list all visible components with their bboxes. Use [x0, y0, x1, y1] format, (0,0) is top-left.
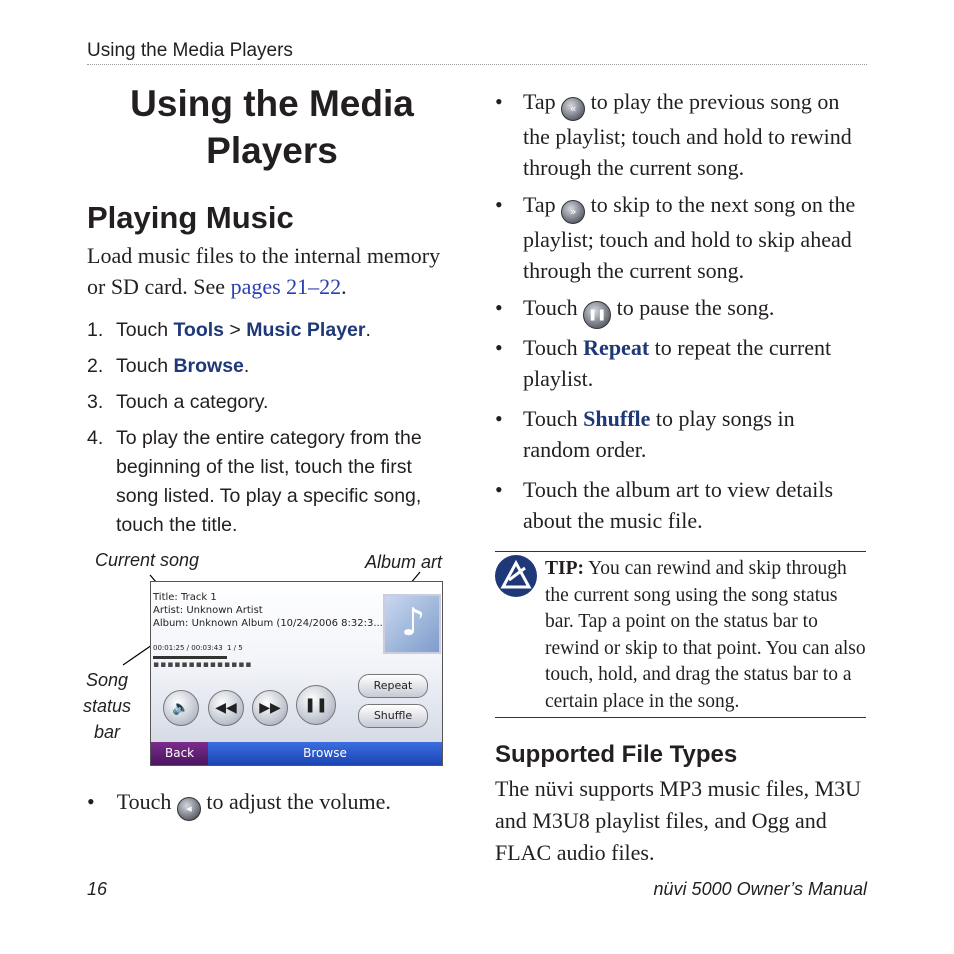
bullet-text: to skip to the next song on the playlist; touch and hold to skip ahead through the current song.	[523, 192, 856, 283]
back-button[interactable]: Back	[151, 742, 208, 765]
screen-track-count: 1 / 5	[227, 644, 243, 652]
step-text: To play the entire category from the beginning of the list, touch the first song listed. To play a specific song, touch the title.	[116, 427, 422, 536]
step-text: Touch	[116, 319, 174, 341]
supported-file-types-text: The nüvi supports MP3 music files, M3U and M3U8 playlist files, and Ogg and FLAC audio files.	[495, 776, 862, 865]
bullet-dot: •	[495, 89, 503, 114]
tools-keyword: Tools	[173, 319, 225, 341]
bullet-text: to repeat the current playlist.	[523, 335, 832, 391]
bullet-dot: •	[495, 406, 503, 431]
pages-link[interactable]: pages 21–22	[230, 274, 342, 299]
screen-artist: Artist: Unknown Artist	[153, 605, 263, 616]
callout-album-art: Album art	[365, 552, 443, 572]
music-player-screenshot	[150, 581, 443, 766]
bullet-text: Touch	[523, 406, 584, 431]
bullet-dot: •	[495, 192, 503, 217]
intro-text: Load music files to the internal memory or SD card. See	[87, 243, 441, 299]
pause-icon: ❚❚	[583, 301, 611, 329]
screen-song-title: Title: Track 1	[153, 592, 217, 603]
repeat-keyword: Repeat	[583, 335, 650, 360]
fast-forward-icon: »	[561, 200, 585, 224]
pause-icon: ❚❚	[304, 697, 328, 713]
music-player-keyword: Music Player	[246, 319, 366, 341]
fast-forward-button[interactable]	[252, 690, 288, 726]
volume-bullet	[87, 786, 467, 821]
running-header: Using the Media Players	[87, 40, 293, 61]
repeat-button[interactable]: Repeat	[358, 674, 428, 698]
bullet-album-art	[495, 474, 867, 538]
step-number: 3.	[87, 391, 104, 413]
callout-line: status	[82, 696, 132, 716]
callout-current-song: Current song	[95, 550, 200, 570]
shuffle-keyword: Shuffle	[583, 406, 651, 431]
tip-body: You can rewind and skip through the current song using the song status bar. Tap a point on the status bar to rewind or skip to that point. You can also touch, hold, and drag the status bar to a certain place in the song.	[545, 558, 866, 712]
playing-music-heading: Playing Music	[87, 200, 294, 235]
tip-top-rule	[495, 551, 866, 552]
pause-button[interactable]	[296, 685, 336, 725]
volume-button[interactable]	[163, 690, 199, 726]
step-number: 1.	[87, 319, 104, 341]
song-status-bar[interactable]	[153, 656, 227, 659]
bullet-text: to adjust the volume.	[200, 789, 391, 814]
bullet-dot: •	[495, 295, 503, 320]
callout-line: Song	[85, 670, 129, 690]
page-number: 16	[87, 879, 108, 899]
bullet-pause	[495, 292, 867, 325]
browse-button[interactable]: Browse	[208, 742, 442, 765]
step-end: .	[365, 319, 371, 341]
shuffle-button[interactable]: Shuffle	[358, 704, 428, 728]
bullet-text: Tap	[523, 192, 562, 217]
title-line-1: Using the Media	[130, 83, 414, 124]
album-art[interactable]	[383, 594, 441, 654]
step-number: 2.	[87, 355, 104, 377]
tip-label: TIP:	[545, 558, 584, 579]
tip-icon	[495, 555, 537, 597]
bullet-dot: •	[495, 477, 503, 502]
bullet-text: to pause the song.	[611, 295, 775, 320]
bullet-dot: •	[87, 789, 95, 814]
step-number: 4.	[87, 427, 104, 449]
bullet-repeat	[495, 332, 867, 396]
step-separator: >	[224, 319, 247, 341]
bullet-dot: •	[495, 335, 503, 360]
bullet-rewind	[495, 86, 867, 181]
tip-triangle-icon	[495, 555, 537, 597]
intro-end: .	[341, 274, 347, 299]
screen-album: Album: Unknown Album (10/24/2006 8:32:3...	[153, 618, 383, 629]
browse-keyword: Browse	[173, 355, 244, 377]
bullet-text: Touch the album art to view details about the music file.	[523, 477, 834, 533]
callout-line: bar	[93, 722, 120, 742]
manual-title: nüvi 5000 Owner’s Manual	[653, 879, 867, 899]
supported-file-types-heading: Supported File Types	[495, 741, 738, 768]
tip-text	[545, 556, 867, 715]
bullet-text: to play songs in random order.	[523, 406, 795, 462]
rewind-button[interactable]	[208, 690, 244, 726]
bullet-text: Touch	[116, 789, 177, 814]
music-note-icon: ♪	[401, 600, 426, 644]
bullet-shuffle	[495, 403, 867, 467]
bullet-text: to play the previous song on the playlist; touch and hold to rewind through the current song.	[523, 89, 852, 180]
bullet-text: Tap	[523, 89, 562, 114]
speaker-icon: 🔈	[172, 700, 190, 716]
step-text: Touch a category.	[116, 391, 269, 413]
bullet-fast-forward	[495, 189, 867, 284]
fast-forward-icon: ▶▶	[259, 700, 281, 716]
status-bar-segments: ▪▪▪▪▪▪▪▪▪▪▪▪▪▪	[153, 660, 253, 670]
screen-time: 00:01:25 / 00:03:43	[153, 644, 223, 652]
step-text: Touch	[116, 355, 174, 377]
bullet-text: Touch	[523, 335, 584, 360]
rewind-icon: ◀◀	[215, 700, 237, 716]
title-line-2: Players	[206, 130, 338, 171]
bullet-text: Touch	[523, 295, 584, 320]
tip-bottom-rule	[495, 717, 866, 718]
step-end: .	[243, 355, 250, 377]
rewind-icon: «	[561, 97, 585, 121]
volume-icon: ◂	[177, 797, 201, 821]
